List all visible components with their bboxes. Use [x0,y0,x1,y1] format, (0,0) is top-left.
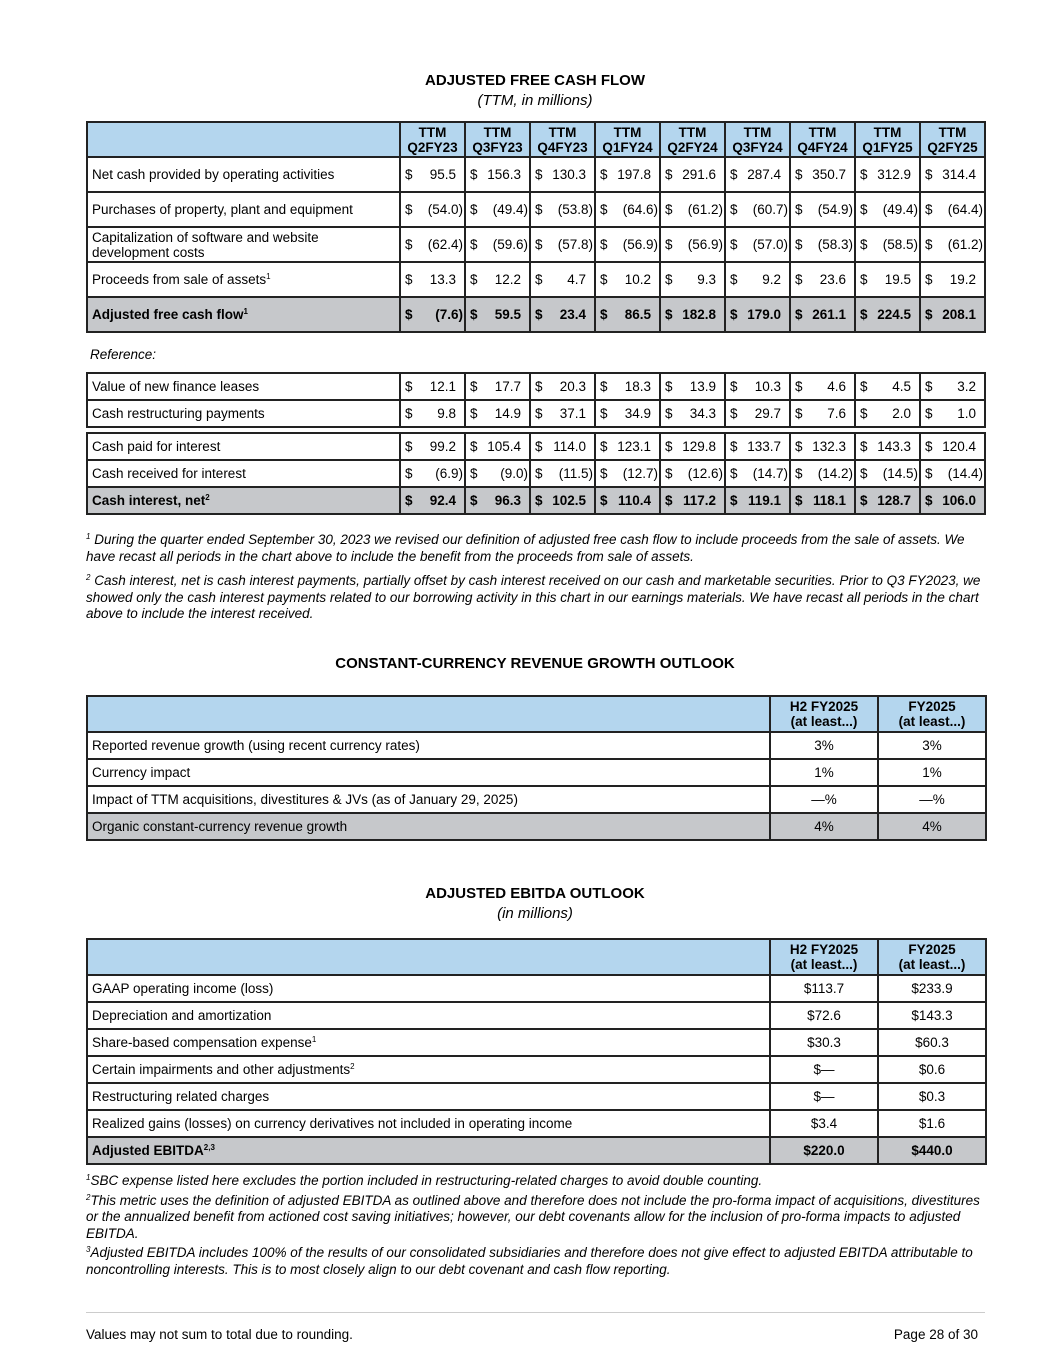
value-cell: $ (58.3) [790,227,855,262]
table-row [87,433,985,460]
row-label: Adjusted free cash flow$^1$ [87,297,400,332]
value-cell: $ (14.2) [790,460,855,487]
value-cell: $ 133.7 [725,433,790,460]
value-cell: $ 7.6 [790,400,855,427]
value-cell: 4% [878,813,986,840]
row-label: Depreciation and amortization [87,1002,770,1029]
value-cell: $ 119.1 [725,487,790,514]
table-row [87,1083,986,1110]
value-cell: $ 13.3 [400,262,465,297]
ccrg-table [86,695,987,841]
value-cell: $ (56.9) [660,227,725,262]
value-cell: $ 128.7 [855,487,920,514]
value-cell: 3% [770,732,878,759]
value-cell: $ 117.2 [660,487,725,514]
value-cell: $ 110.4 [595,487,660,514]
value-cell: 3% [878,732,986,759]
row-label: Impact of TTM acquisitions, divestitures & JVs (as of January 29, 2025) [87,786,770,813]
row-label: Cash restructuring payments [87,400,400,427]
fcf-title: ADJUSTED FREE CASH FLOW [424,72,645,89]
interest-table [86,432,986,515]
value-cell: $0.6 [878,1056,986,1083]
value-cell: $ (9.0) [465,460,530,487]
page-number: Page 28 of 30 [893,1327,978,1342]
value-cell: $ 34.3 [660,400,725,427]
value-cell: 4% [770,813,878,840]
value-cell: $ (14.4) [920,460,985,487]
value-cell: $ 106.0 [920,487,985,514]
column-header: TTM Q4FY24 [790,122,855,157]
footer-rounding-note: Values may not sum to total due to rounding. [86,1327,353,1342]
table-row [87,975,986,1002]
table-row [87,1110,986,1137]
value-cell: $ (54.9) [790,192,855,227]
value-cell: $ 23.6 [790,262,855,297]
value-cell: $ (64.4) [920,192,985,227]
value-cell: $ 4.6 [790,373,855,400]
fcf-table [86,121,986,333]
value-cell: $ 9.2 [725,262,790,297]
value-cell: $ (49.4) [855,192,920,227]
column-header: H2 FY2025 (at least...) [770,939,878,975]
value-cell: $ 18.3 [595,373,660,400]
value-cell: $ 224.5 [855,297,920,332]
value-cell: $220.0 [770,1137,878,1164]
value-cell: $ 291.6 [660,157,725,192]
value-cell: $143.3 [878,1002,986,1029]
value-cell: $ 14.9 [465,400,530,427]
table-row [87,262,985,297]
reference-table [86,372,986,428]
row-label: Capitalization of software and website development costs [87,227,400,262]
value-cell: $ 9.3 [660,262,725,297]
value-cell: $ (6.9) [400,460,465,487]
value-cell: $ 118.1 [790,487,855,514]
row-label: GAAP operating income (loss) [87,975,770,1002]
table-row [87,759,986,786]
value-cell: $ (64.6) [595,192,660,227]
table-row [87,227,985,262]
table-row [87,373,985,400]
value-cell: $ 261.1 [790,297,855,332]
value-cell: $ (57.8) [530,227,595,262]
value-cell: $ 287.4 [725,157,790,192]
value-cell: $ 3.2 [920,373,985,400]
value-cell: $ (11.5) [530,460,595,487]
column-header: TTM Q2FY25 [920,122,985,157]
ebitda-table [86,938,987,1165]
value-cell: $ 20.3 [530,373,595,400]
row-label: Organic constant-currency revenue growth [87,813,770,840]
value-cell: $ (61.2) [920,227,985,262]
value-cell: $ (49.4) [465,192,530,227]
row-label: Share-based compensation expense$^1$ [87,1029,770,1056]
column-header: TTM Q4FY23 [530,122,595,157]
value-cell: $ 4.7 [530,262,595,297]
header-blank [87,696,770,732]
value-cell: $ (60.7) [725,192,790,227]
row-label: Adjusted EBITDA$^{2,3}$ [87,1137,770,1164]
row-label: Certain impairments and other adjustments$^2$ [87,1056,770,1083]
value-cell: —% [770,786,878,813]
row-label: Cash interest, net$^2$ [87,487,400,514]
value-cell: $233.9 [878,975,986,1002]
value-cell: $ (7.6) [400,297,465,332]
row-label: Reported revenue growth (using recent currency rates) [87,732,770,759]
value-cell: $ (14.7) [725,460,790,487]
table-row [87,1137,986,1164]
value-cell: $ 99.2 [400,433,465,460]
value-cell: $ 4.5 [855,373,920,400]
row-label: Currency impact [87,759,770,786]
value-cell: $ 10.3 [725,373,790,400]
ebitda-footnote: $^1$SBC expense listed here excludes the portion included in restructuring-related charges to avoid double counting. [86,1173,763,1188]
column-header: TTM Q2FY24 [660,122,725,157]
value-cell: $ 350.7 [790,157,855,192]
value-cell: $ 197.8 [595,157,660,192]
table-row [87,813,986,840]
row-label: Purchases of property, plant and equipment [87,192,400,227]
fcf-footnote-1: $^1$ During the quarter ended September 30, 2023 we revised our definition of adjusted free cash flow to include proceeds from the sale of assets. We have recast all periods in the chart above to include the benefit from the proceeds from sale of assets. [86,532,965,564]
value-cell: $— [770,1056,878,1083]
value-cell: $ 92.4 [400,487,465,514]
fcf-subtitle: (TTM, in millions) [477,92,593,109]
value-cell: $ 1.0 [920,400,985,427]
value-cell: $ 105.4 [465,433,530,460]
row-label: Value of new finance leases [87,373,400,400]
value-cell: $ 19.2 [920,262,985,297]
value-cell: $ 34.9 [595,400,660,427]
value-cell: $ 19.5 [855,262,920,297]
value-cell: —% [878,786,986,813]
value-cell: $ 12.1 [400,373,465,400]
value-cell: $ 10.2 [595,262,660,297]
ebitda-subtitle: (in millions) [497,905,573,922]
value-cell: $ 129.8 [660,433,725,460]
table-row [87,1029,986,1056]
header-blank [87,939,770,975]
value-cell: $ 2.0 [855,400,920,427]
column-header: TTM Q1FY24 [595,122,660,157]
value-cell: 1% [878,759,986,786]
value-cell: $30.3 [770,1029,878,1056]
footer-divider [86,1312,985,1313]
column-header: TTM Q1FY25 [855,122,920,157]
value-cell: $ (56.9) [595,227,660,262]
value-cell: $440.0 [878,1137,986,1164]
value-cell: $ (62.4) [400,227,465,262]
column-header: FY2025 (at least...) [878,696,986,732]
value-cell: $3.4 [770,1110,878,1137]
table-row [87,1056,986,1083]
value-cell: $ (53.8) [530,192,595,227]
value-cell: $ (57.0) [725,227,790,262]
value-cell: $1.6 [878,1110,986,1137]
value-cell: $ 9.8 [400,400,465,427]
value-cell: $ 86.5 [595,297,660,332]
value-cell: $ 23.4 [530,297,595,332]
value-cell: $ 182.8 [660,297,725,332]
column-header: FY2025 (at least...) [878,939,986,975]
value-cell: $— [770,1083,878,1110]
value-cell: $ 102.5 [530,487,595,514]
value-cell: $60.3 [878,1029,986,1056]
value-cell: $ 156.3 [465,157,530,192]
row-label: Cash paid for interest [87,433,400,460]
column-header: H2 FY2025 (at least...) [770,696,878,732]
table-row [87,487,985,514]
value-cell: $ 13.9 [660,373,725,400]
ebitda-notes [86,1170,986,1278]
value-cell: $ 12.2 [465,262,530,297]
value-cell: $ 208.1 [920,297,985,332]
value-cell: $ (54.0) [400,192,465,227]
column-header: TTM Q3FY24 [725,122,790,157]
column-header: TTM Q3FY23 [465,122,530,157]
reference-label: Reference: [90,347,157,362]
header-blank [87,122,400,157]
fcf-footnote-2: $^2$ Cash interest, net is cash interest payments, partially offset by cash interest received on our cash and marketable securities. Prior to Q3 FY2023, we showed only the cash interest payments related to our borrowing activity in this chart in our earnings materials. We have recast all periods in the chart above to include the interest received. [86,573,981,621]
value-cell: $ 29.7 [725,400,790,427]
table-row [87,1002,986,1029]
value-cell: $ 114.0 [530,433,595,460]
table-row [87,297,985,332]
row-label: Cash received for interest [87,460,400,487]
column-header: TTM Q2FY23 [400,122,465,157]
value-cell: $ 143.3 [855,433,920,460]
value-cell: $ 120.4 [920,433,985,460]
row-label: Proceeds from sale of assets$^1$ [87,262,400,297]
value-cell: $ 179.0 [725,297,790,332]
row-label: Realized gains (losses) on currency derivatives not included in operating income [87,1110,770,1137]
table-row [87,460,985,487]
ccrg-title: CONSTANT-CURRENCY REVENUE GROWTH OUTLOOK [335,655,735,672]
value-cell: $ 59.5 [465,297,530,332]
value-cell: $0.3 [878,1083,986,1110]
value-cell: $ 312.9 [855,157,920,192]
value-cell: $ 95.5 [400,157,465,192]
ebitda-footnote: $^2$This metric uses the definition of adjusted EBITDA as outlined above and therefore does not include the pro-forma impact of acquisitions, divestitures or the annualized benefit from actioned cost saving initiatives; however, our debt covenants allow for the inclusion of pro-forma impacts to adjusted EBITDA. [86,1192,980,1241]
value-cell: $ 17.7 [465,373,530,400]
value-cell: $ 314.4 [920,157,985,192]
value-cell: $ 132.3 [790,433,855,460]
value-cell: $113.7 [770,975,878,1002]
value-cell: $ 130.3 [530,157,595,192]
row-label: Net cash provided by operating activities [87,157,400,192]
table-row [87,400,985,427]
value-cell: $ (12.7) [595,460,660,487]
row-label: Restructuring related charges [87,1083,770,1110]
ebitda-footnote: $^3$Adjusted EBITDA includes 100% of the results of our consolidated subsidiaries and therefore does not give effect to adjusted EBITDA attributable to noncontrolling interests. This is to most closely align to our debt covenant and cash flow reporting. [86,1245,973,1277]
value-cell: $ (12.6) [660,460,725,487]
ebitda-title: ADJUSTED EBITDA OUTLOOK [425,885,645,902]
value-cell: $ (14.5) [855,460,920,487]
value-cell: $72.6 [770,1002,878,1029]
table-row [87,192,985,227]
value-cell: $ 123.1 [595,433,660,460]
table-row [87,786,986,813]
table-row [87,732,986,759]
value-cell: $ 37.1 [530,400,595,427]
table-row [87,157,985,192]
value-cell: $ (58.5) [855,227,920,262]
value-cell: $ (59.6) [465,227,530,262]
value-cell: $ 96.3 [465,487,530,514]
value-cell: $ (61.2) [660,192,725,227]
value-cell: 1% [770,759,878,786]
